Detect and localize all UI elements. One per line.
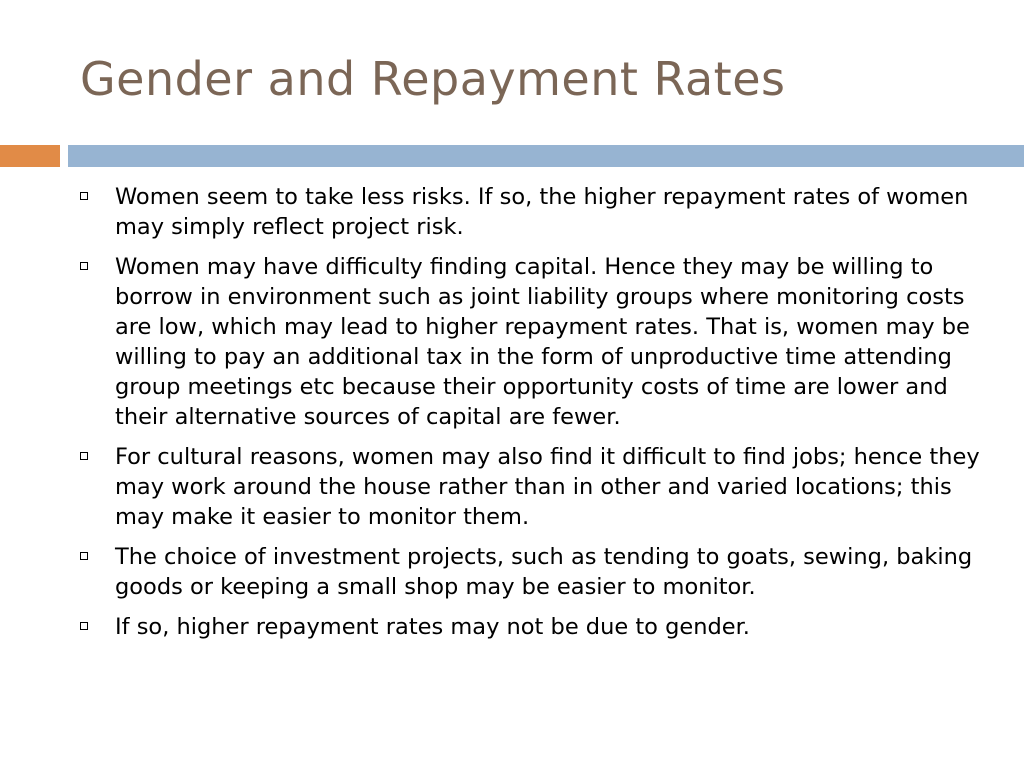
bullet-text: The choice of investment projects, such as tending to goats, sewing, baking goods or keeping a small shop may be easier to monitor.: [115, 544, 973, 600]
square-bullet-icon: [80, 192, 88, 200]
bullet-item: [80, 542, 980, 602]
bullet-item: [80, 612, 980, 642]
accent-bar-orange: [0, 145, 60, 167]
square-bullet-icon: [80, 452, 88, 460]
bullet-text: Women may have difficulty finding capital. Hence they may be willing to borrow in environment such as joint liability groups where monitoring costs are low, which may lead to higher repayment rates. That is, women may be willing to pay an additional tax in the form of unproductive time attending group meetings etc because their opportunity costs of time are lower and their alternative sources of capital are fewer.: [115, 254, 970, 430]
square-bullet-icon: [80, 262, 88, 270]
bullet-text: For cultural reasons, women may also find it difficult to find jobs; hence they may work around the house rather than in other and varied locations; this may make it easier to monitor them.: [115, 444, 980, 530]
slide-title: Gender and Repayment Rates: [80, 52, 786, 106]
bullet-text: Women seem to take less risks. If so, the higher repayment rates of women may simply reflect project risk.: [115, 184, 969, 240]
bullet-list: [80, 182, 980, 652]
bullet-item: [80, 442, 980, 532]
accent-bar-blue: [68, 145, 1024, 167]
bullet-item: [80, 252, 980, 432]
square-bullet-icon: [80, 552, 88, 560]
bullet-item: [80, 182, 980, 242]
bullet-text: If so, higher repayment rates may not be due to gender.: [115, 614, 750, 640]
square-bullet-icon: [80, 622, 88, 630]
